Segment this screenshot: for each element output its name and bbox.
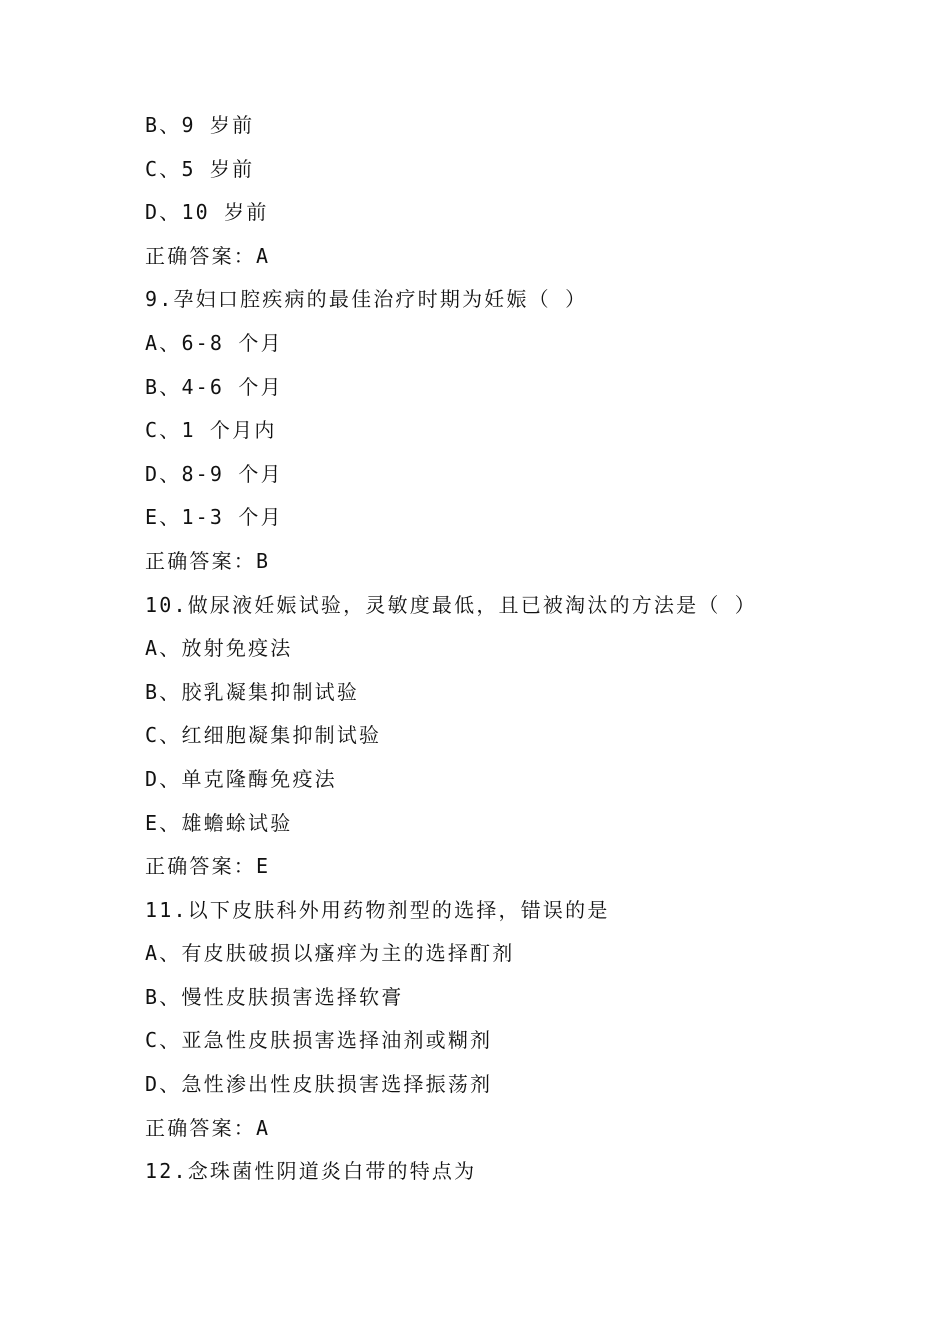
option-line: A、有皮肤破损以瘙痒为主的选择酊剂 (145, 941, 515, 966)
option-line: B、9 岁前 (145, 113, 255, 137)
option-line: D、单克隆酶免疫法 (145, 766, 337, 791)
question-text-block (145, 108, 905, 1198)
option-line: D、急性渗出性皮肤损害选择振荡剂 (145, 1072, 493, 1097)
question-line: 10.做尿液妊娠试验，灵敏度最低，且已被淘汰的方法是（ ） (145, 592, 757, 617)
answer-line: 正确答案：A (145, 1115, 271, 1140)
question-line: 9.孕妇口腔疾病的最佳治疗时期为妊娠（ ） (145, 287, 588, 312)
option-line: E、雄蟾蜍试验 (145, 810, 293, 835)
answer-line: 正确答案：A (145, 243, 271, 268)
option-line: C、红细胞凝集抑制试验 (145, 723, 382, 748)
option-line: C、5 岁前 (145, 156, 255, 181)
answer-line: 正确答案：E (145, 854, 271, 879)
option-line: B、4-6 个月 (145, 374, 283, 399)
option-line: B、胶乳凝集抑制试验 (145, 679, 360, 704)
option-line: A、6-8 个月 (145, 330, 283, 355)
option-line: D、8-9 个月 (145, 461, 283, 486)
question-line: 11.以下皮肤科外用药物剂型的选择，错误的是 (145, 897, 610, 922)
option-line: A、放射免疫法 (145, 636, 293, 661)
option-line: E、1-3 个月 (145, 505, 283, 530)
option-line: C、亚急性皮肤损害选择油剂或糊剂 (145, 1028, 493, 1053)
option-line: D、10 岁前 (145, 200, 269, 225)
answer-line: 正确答案：B (145, 548, 271, 573)
option-line: B、慢性皮肤损害选择软膏 (145, 984, 404, 1009)
question-line: 12.念珠菌性阴道炎白带的特点为 (145, 1159, 477, 1184)
option-line: C、1 个月内 (145, 418, 277, 443)
